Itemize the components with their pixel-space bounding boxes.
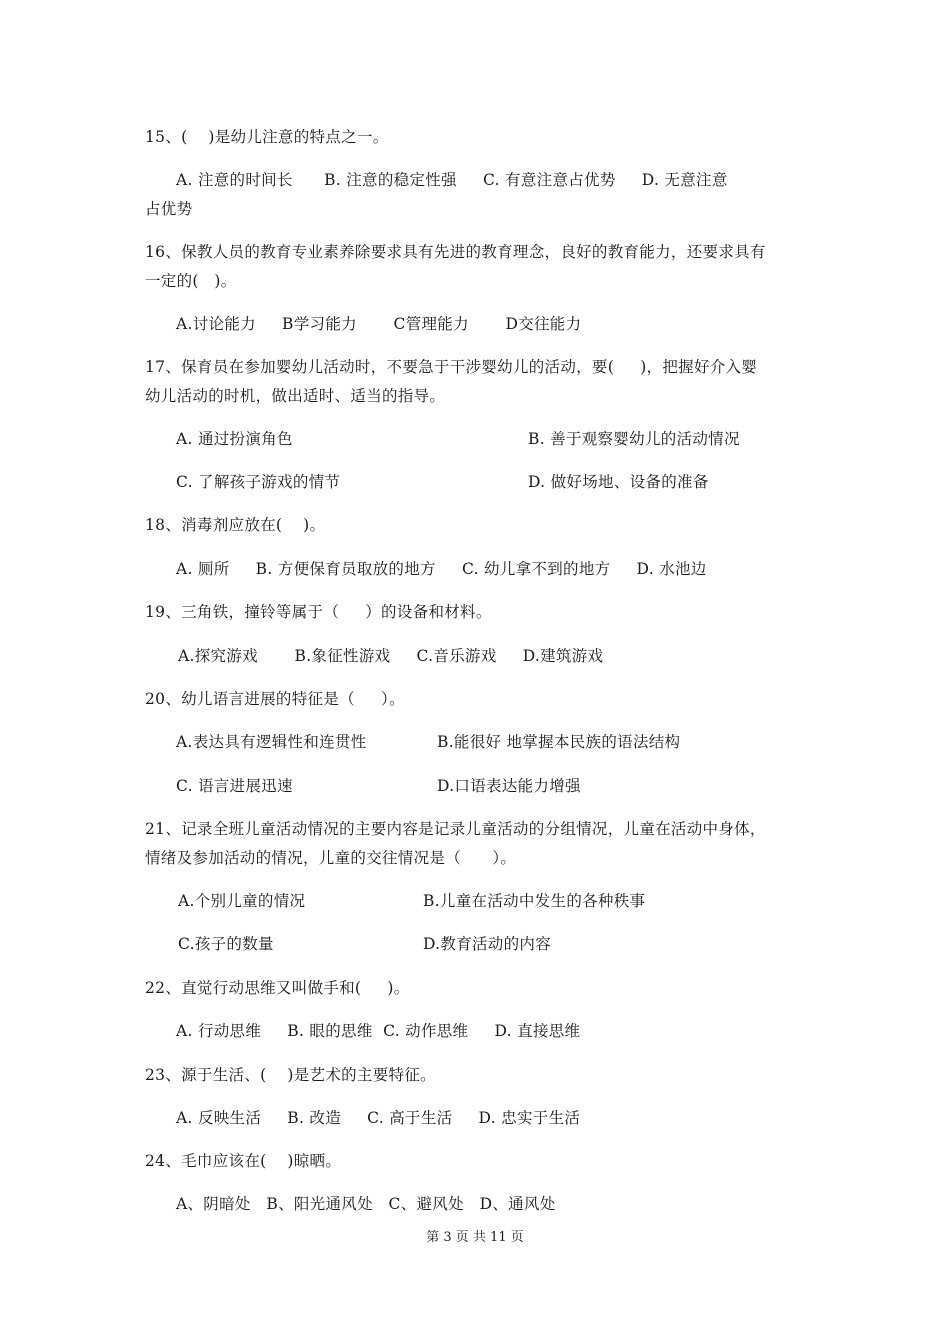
question-20-option-d: D.口语表达能力增强	[437, 777, 581, 795]
question-19-options: A.探究游戏 B.象征性游戏 C.音乐游戏 D.建筑游戏	[178, 647, 604, 665]
question-20-option-b: B.能很好 地掌握本民族的语法结构	[437, 733, 681, 751]
question-21-option-c: C.孩子的数量	[178, 935, 274, 953]
question-16-options: A.讨论能力 B学习能力 C管理能力 D交往能力	[176, 315, 582, 333]
question-21-option-d: D.教育活动的内容	[423, 935, 552, 953]
question-17-option-d: D. 做好场地、设备的准备	[528, 473, 709, 491]
question-16-stem: 16、保教人员的教育专业素养除要求具有先进的教育理念，良好的教育能力，还要求具有	[145, 243, 766, 261]
question-17-option-a: A. 通过扮演角色	[176, 430, 293, 448]
question-17-option-b: B. 善于观察婴幼儿的活动情况	[528, 430, 740, 448]
question-23-stem: 23、源于生活、( )是艺术的主要特征。	[145, 1066, 436, 1084]
question-21-stem: 21、记录全班儿童活动情况的主要内容是记录儿童活动的分组情况，儿童在活动中身体，	[145, 820, 766, 838]
question-18-options: A. 厕所 B. 方便保育员取放的地方 C. 幼儿拿不到的地方 D. 水池边	[176, 560, 707, 578]
page-number-footer: 第 3 页 共 11 页	[426, 1230, 524, 1245]
question-19-stem: 19、三角铁，撞铃等属于（ ）的设备和材料。	[145, 603, 492, 621]
question-18-stem: 18、消毒剂应放在( )。	[145, 516, 326, 534]
question-22-stem: 22、直觉行动思维又叫做手和( )。	[145, 979, 410, 997]
question-17-stem: 17、保育员在参加婴幼儿活动时，不要急于干涉婴幼儿的活动，要( )，把握好介入婴	[145, 358, 758, 376]
question-21-stem-continued: 情绪及参加活动的情况，儿童的交往情况是（ ）。	[145, 849, 517, 867]
question-21-option-b: B.儿童在活动中发生的各种秩事	[423, 892, 646, 910]
question-24-stem: 24、毛巾应该在( )晾晒。	[145, 1152, 342, 1170]
question-20-stem: 20、幼儿语言进展的特征是（ ）。	[145, 690, 405, 708]
question-15-options: A. 注意的时间长 B. 注意的稳定性强 C. 有意注意占优势 D. 无意注意	[176, 171, 728, 189]
question-22-options: A. 行动思维 B. 眼的思维 C. 动作思维 D. 直接思维	[176, 1022, 581, 1040]
question-17-option-c: C. 了解孩子游戏的情节	[176, 473, 341, 491]
question-16-stem-continued: 一定的( )。	[145, 272, 237, 290]
question-20-option-a: A.表达具有逻辑性和连贯性	[176, 733, 367, 751]
question-21-option-a: A.个别儿童的情况	[178, 892, 306, 910]
question-23-options: A. 反映生活 B. 改造 C. 高于生活 D. 忠实于生活	[176, 1109, 581, 1127]
question-15-stem: 15、( )是幼儿注意的特点之一。	[145, 128, 389, 146]
question-24-options: A、阴暗处 B、阳光通风处 C、避风处 D、通风处	[176, 1195, 556, 1213]
question-15-options-continued: 占优势	[145, 200, 193, 218]
question-17-stem-continued: 幼儿活动的时机，做出适时、适当的指导。	[145, 387, 446, 405]
question-20-option-c: C. 语言进展迅速	[176, 777, 293, 795]
